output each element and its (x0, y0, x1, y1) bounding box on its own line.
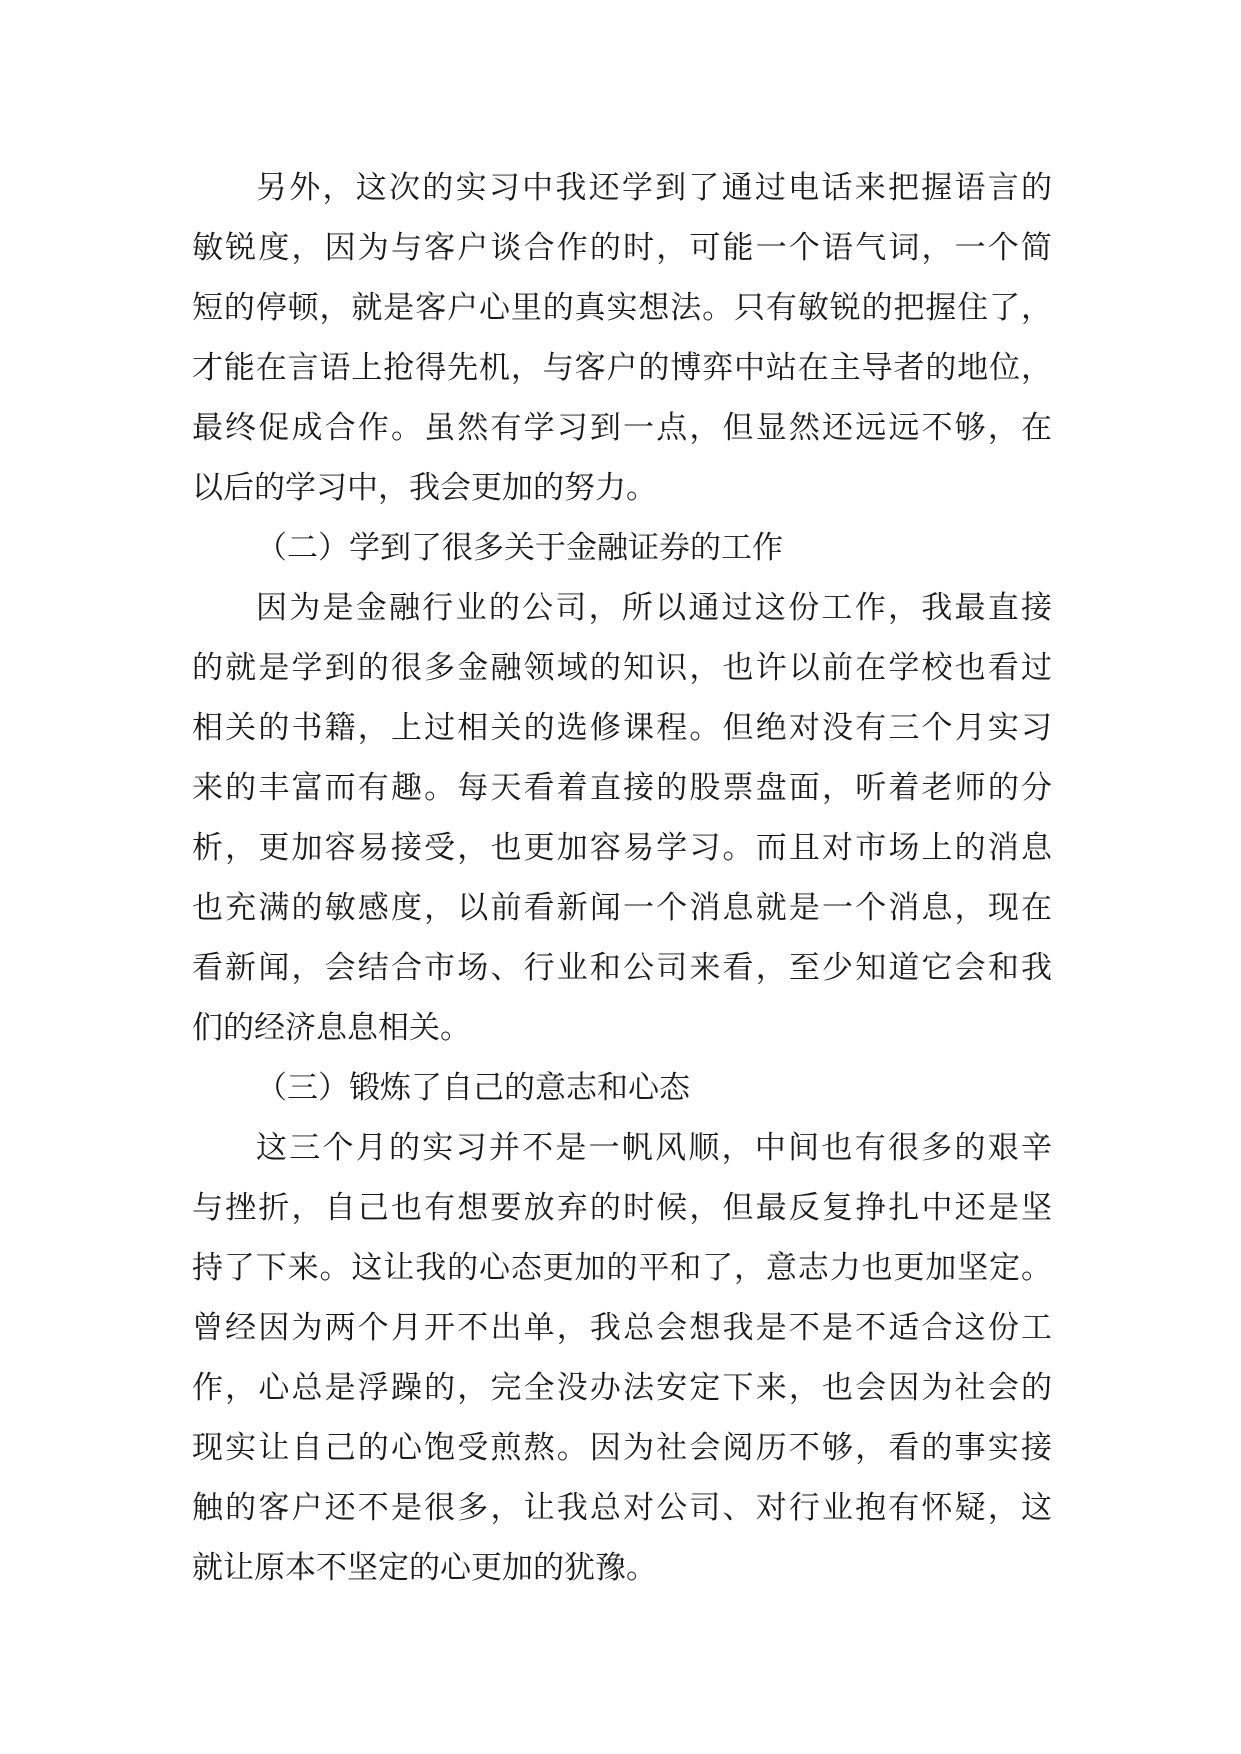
paragraph-line: 来的丰富而有趣。每天看着直接的股票盘面，听着老师的分 (192, 770, 1052, 806)
paragraph-line: 持了下来。这让我的心态更加的平和了，意志力也更加坚定。 (192, 1250, 1052, 1286)
paragraph-line: 相关的书籍，上过相关的选修课程。但绝对没有三个月实习 (192, 710, 1052, 746)
paragraph-line: 敏锐度，因为与客户谈合作的时，可能一个语气词，一个简 (192, 230, 1052, 266)
paragraph-line: 看新闻，会结合市场、行业和公司来看，至少知道它会和我 (192, 950, 1052, 986)
paragraph-line: 这三个月的实习并不是一帆风顺，中间也有很多的艰辛 (256, 1130, 1052, 1166)
paragraph-line: 就让原本不坚定的心更加的犹豫。 (192, 1550, 657, 1586)
paragraph-line: 曾经因为两个月开不出单，我总会想我是不是不适合这份工 (192, 1310, 1052, 1346)
paragraph-line: 现实让自己的心饱受煎熬。因为社会阅历不够，看的事实接 (192, 1430, 1052, 1466)
paragraph-line: 也充满的敏感度，以前看新闻一个消息就是一个消息，现在 (192, 890, 1052, 926)
paragraph-line: 析，更加容易接受，也更加容易学习。而且对市场上的消息 (192, 830, 1052, 866)
paragraph-line: 因为是金融行业的公司，所以通过这份工作，我最直接 (256, 590, 1052, 626)
section-heading: （三）锻炼了自己的意志和心态 (256, 1070, 690, 1106)
paragraph-line: 以后的学习中，我会更加的努力。 (192, 470, 657, 506)
section-heading: （二）学到了很多关于金融证券的工作 (256, 530, 783, 566)
paragraph-line: 最终促成合作。虽然有学习到一点，但显然还远远不够，在 (192, 410, 1052, 446)
paragraph-line: 与挫折，自己也有想要放弃的时候，但最反复挣扎中还是坚 (192, 1190, 1052, 1226)
paragraph-line: 短的停顿，就是客户心里的真实想法。只有敏锐的把握住了， (192, 290, 1052, 326)
paragraph-line: 的就是学到的很多金融领域的知识，也许以前在学校也看过 (192, 650, 1052, 686)
paragraph-line: 作，心总是浮躁的，完全没办法安定下来，也会因为社会的 (192, 1370, 1052, 1406)
paragraph-line: 触的客户还不是很多，让我总对公司、对行业抱有怀疑，这 (192, 1490, 1052, 1526)
paragraph-line: 们的经济息息相关。 (192, 1010, 471, 1046)
paragraph-line: 另外，这次的实习中我还学到了通过电话来把握语言的 (256, 170, 1052, 206)
paragraph-line: 才能在言语上抢得先机，与客户的博弈中站在主导者的地位， (192, 350, 1052, 386)
